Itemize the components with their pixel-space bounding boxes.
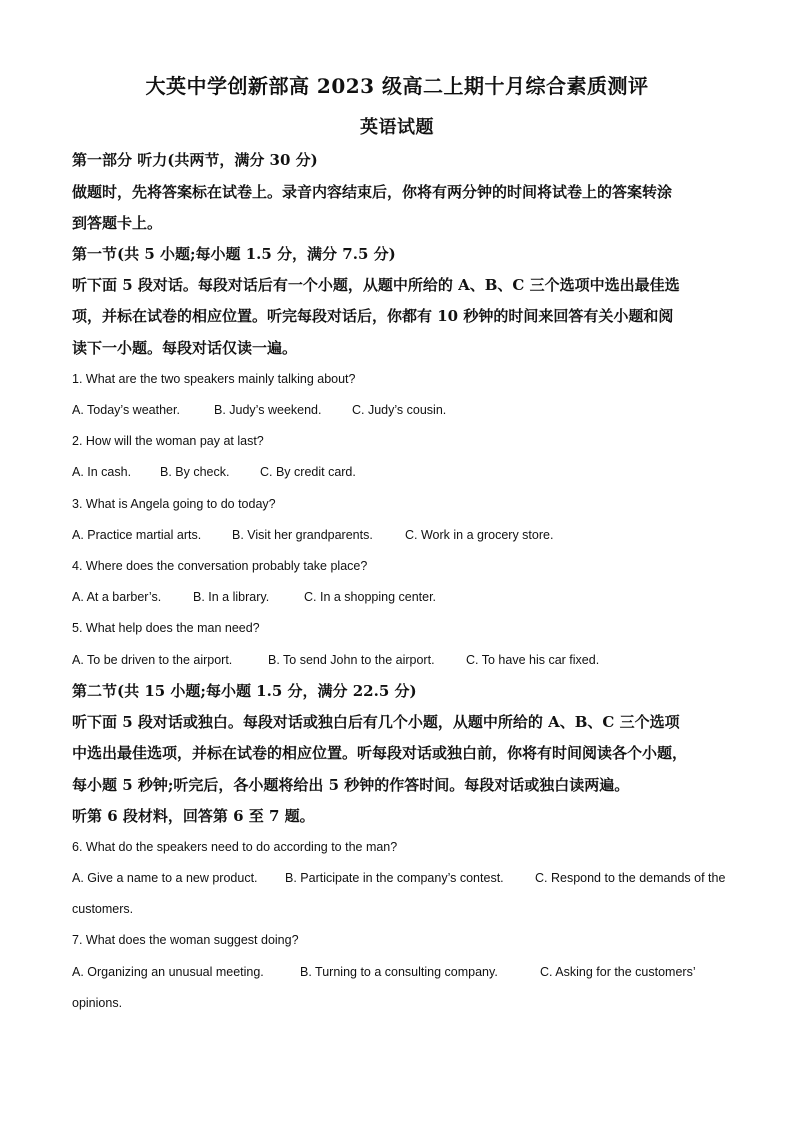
- option-c: C. To have his car fixed.: [466, 653, 600, 667]
- question-5-options: [72, 651, 732, 669]
- question-6-options: [72, 869, 732, 887]
- question-2-options: [72, 463, 732, 481]
- question-7-options: [72, 963, 732, 981]
- option-c: C. Asking for the customers’: [540, 965, 696, 979]
- question-4-options: [72, 588, 732, 606]
- question-5: 5. What help does the man need?: [72, 621, 260, 635]
- section2-instruction-line: 中选出最佳选项，并标在试卷的相应位置。听每段对话或独白前，你将有时间阅读各个小题，: [72, 744, 688, 762]
- option-a: A. Today’s weather.: [72, 403, 180, 417]
- option-a: A. In cash.: [72, 465, 132, 479]
- option-a: A. Organizing an unusual meeting.: [72, 965, 264, 979]
- question-3: 3. What is Angela going to do today?: [72, 497, 276, 511]
- section1-heading: 第一节(共 5 小题;每小题 1.5 分，满分 7.5 分): [72, 245, 396, 263]
- section2-heading: 第二节(共 15 小题;每小题 1.5 分，满分 22.5 分): [72, 682, 417, 700]
- option-a: A. To be driven to the airport.: [72, 653, 233, 667]
- question-2: 2. How will the woman pay at last?: [72, 434, 264, 448]
- option-b: B. In a library.: [193, 590, 270, 604]
- section2-instruction-line: 每小题 5 秒钟;听完后，各小题将给出 5 秒钟的作答时间。每段对话或独白读两遍。: [72, 776, 630, 794]
- part1-instruction-line: 到答题卡上。: [72, 214, 163, 232]
- option-b: B. By check.: [160, 465, 230, 479]
- option-b: B. To send John to the airport.: [268, 653, 435, 667]
- question-1-options: [72, 401, 732, 419]
- option-c: C. Judy’s cousin.: [352, 403, 447, 417]
- option-c: C. Work in a grocery store.: [405, 528, 554, 542]
- question-1: 1. What are the two speakers mainly talking about?: [72, 372, 356, 386]
- material-6-heading: 听第 6 段材料，回答第 6 至 7 题。: [72, 807, 315, 825]
- option-b: B. Judy’s weekend.: [214, 403, 322, 417]
- option-a: A. Practice martial arts.: [72, 528, 202, 542]
- question-6: 6. What do the speakers need to do according to the man?: [72, 840, 398, 854]
- exam-subtitle: 英语试题: [360, 117, 434, 138]
- option-a: A. Give a name to a new product.: [72, 871, 258, 885]
- section1-instruction-line: 读下一小题。每段对话仅读一遍。: [72, 339, 298, 357]
- question-7: 7. What does the woman suggest doing?: [72, 933, 299, 947]
- option-b: B. Visit her grandparents.: [232, 528, 373, 542]
- option-c: C. Respond to the demands of the: [535, 871, 726, 885]
- question-4: 4. Where does the conversation probably take place?: [72, 559, 368, 573]
- option-c: C. In a shopping center.: [304, 590, 437, 604]
- option-b: B. Participate in the company’s contest.: [285, 871, 504, 885]
- exam-title: 大英中学创新部高 2023 级高二上期十月综合素质测评: [145, 74, 649, 98]
- section1-instruction-line: 项，并标在试卷的相应位置。听完每段对话后，你都有 10 秒钟的时间来回答有关小题和阅: [72, 307, 674, 325]
- option-c-continuation: customers.: [72, 902, 134, 916]
- section1-instruction-line: 听下面 5 段对话。每段对话后有一个小题，从题中所给的 A、B、C 三个选项中选出最佳选: [72, 276, 680, 294]
- option-c-continuation: opinions.: [72, 996, 123, 1010]
- part1-instruction-line: 做题时，先将答案标在试卷上。录音内容结束后，你将有两分钟的时间将试卷上的答案转涂: [72, 183, 673, 201]
- question-3-options: [72, 526, 732, 544]
- section2-instruction-line: 听下面 5 段对话或独白。每段对话或独白后有几个小题，从题中所给的 A、B、C 三个选项: [72, 713, 680, 731]
- part1-heading: 第一部分 听力(共两节，满分 30 分): [72, 151, 318, 169]
- option-a: A. At a barber’s.: [72, 590, 162, 604]
- option-c: C. By credit card.: [260, 465, 356, 479]
- option-b: B. Turning to a consulting company.: [300, 965, 498, 979]
